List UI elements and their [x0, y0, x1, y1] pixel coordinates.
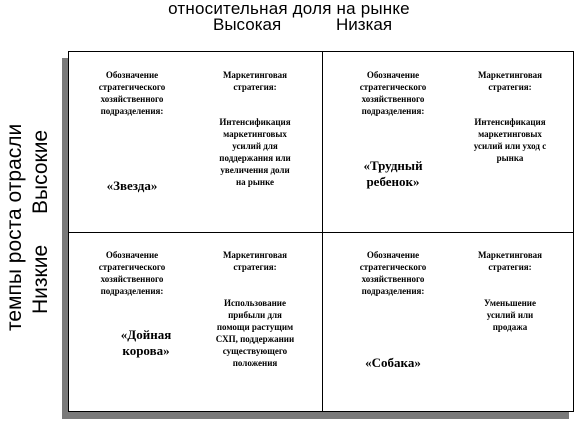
star-strategy: Интенсификация маркетинговых усилий для поддержания или увеличения доли на рынке	[219, 117, 291, 187]
market-share-low-label: Низкая	[336, 15, 393, 34]
star-unit-label: Обозначение стратегического хозяйственного подразделения:	[98, 70, 166, 116]
growth-rate-axis-title: темпы роста отрасли	[3, 123, 26, 331]
cash-cow-unit-label: Обозначение стратегического хозяйственного подразделения:	[98, 250, 166, 296]
star-strategy-label: Маркетинговая стратегия:	[222, 70, 288, 92]
bcg-matrix	[68, 51, 574, 412]
matrix-horizontal-divider	[69, 232, 573, 233]
problem-child-name: «Трудный ребенок»	[363, 158, 423, 189]
problem-child-strategy: Интенсификация маркетинговых усилий или уход с рынка	[473, 117, 547, 163]
cash-cow-strategy: Использование прибыли для помощи растущим СХП, поддержании существующего положения	[215, 298, 295, 368]
star-name: «Звезда»	[106, 178, 158, 193]
growth-rate-high-label: Высокие	[29, 129, 52, 214]
growth-rate-low-label: Низкие	[29, 244, 52, 314]
market-share-axis-title: относительная доля на рынке	[168, 0, 410, 18]
problem-child-strategy-label: Маркетинговая стратегия:	[477, 70, 543, 92]
cash-cow-name: «Дойная корова»	[120, 327, 172, 358]
market-share-high-label: Высокая	[213, 15, 282, 34]
problem-child-unit-label: Обозначение стратегического хозяйственного подразделения:	[359, 70, 427, 116]
dog-unit-label: Обозначение стратегического хозяйственного подразделения:	[359, 250, 427, 296]
dog-name: «Собака»	[365, 355, 421, 370]
cash-cow-strategy-label: Маркетинговая стратегия:	[222, 250, 288, 272]
dog-strategy-label: Маркетинговая стратегия:	[477, 250, 543, 272]
dog-strategy: Уменьшение усилий или продажа	[484, 298, 536, 332]
